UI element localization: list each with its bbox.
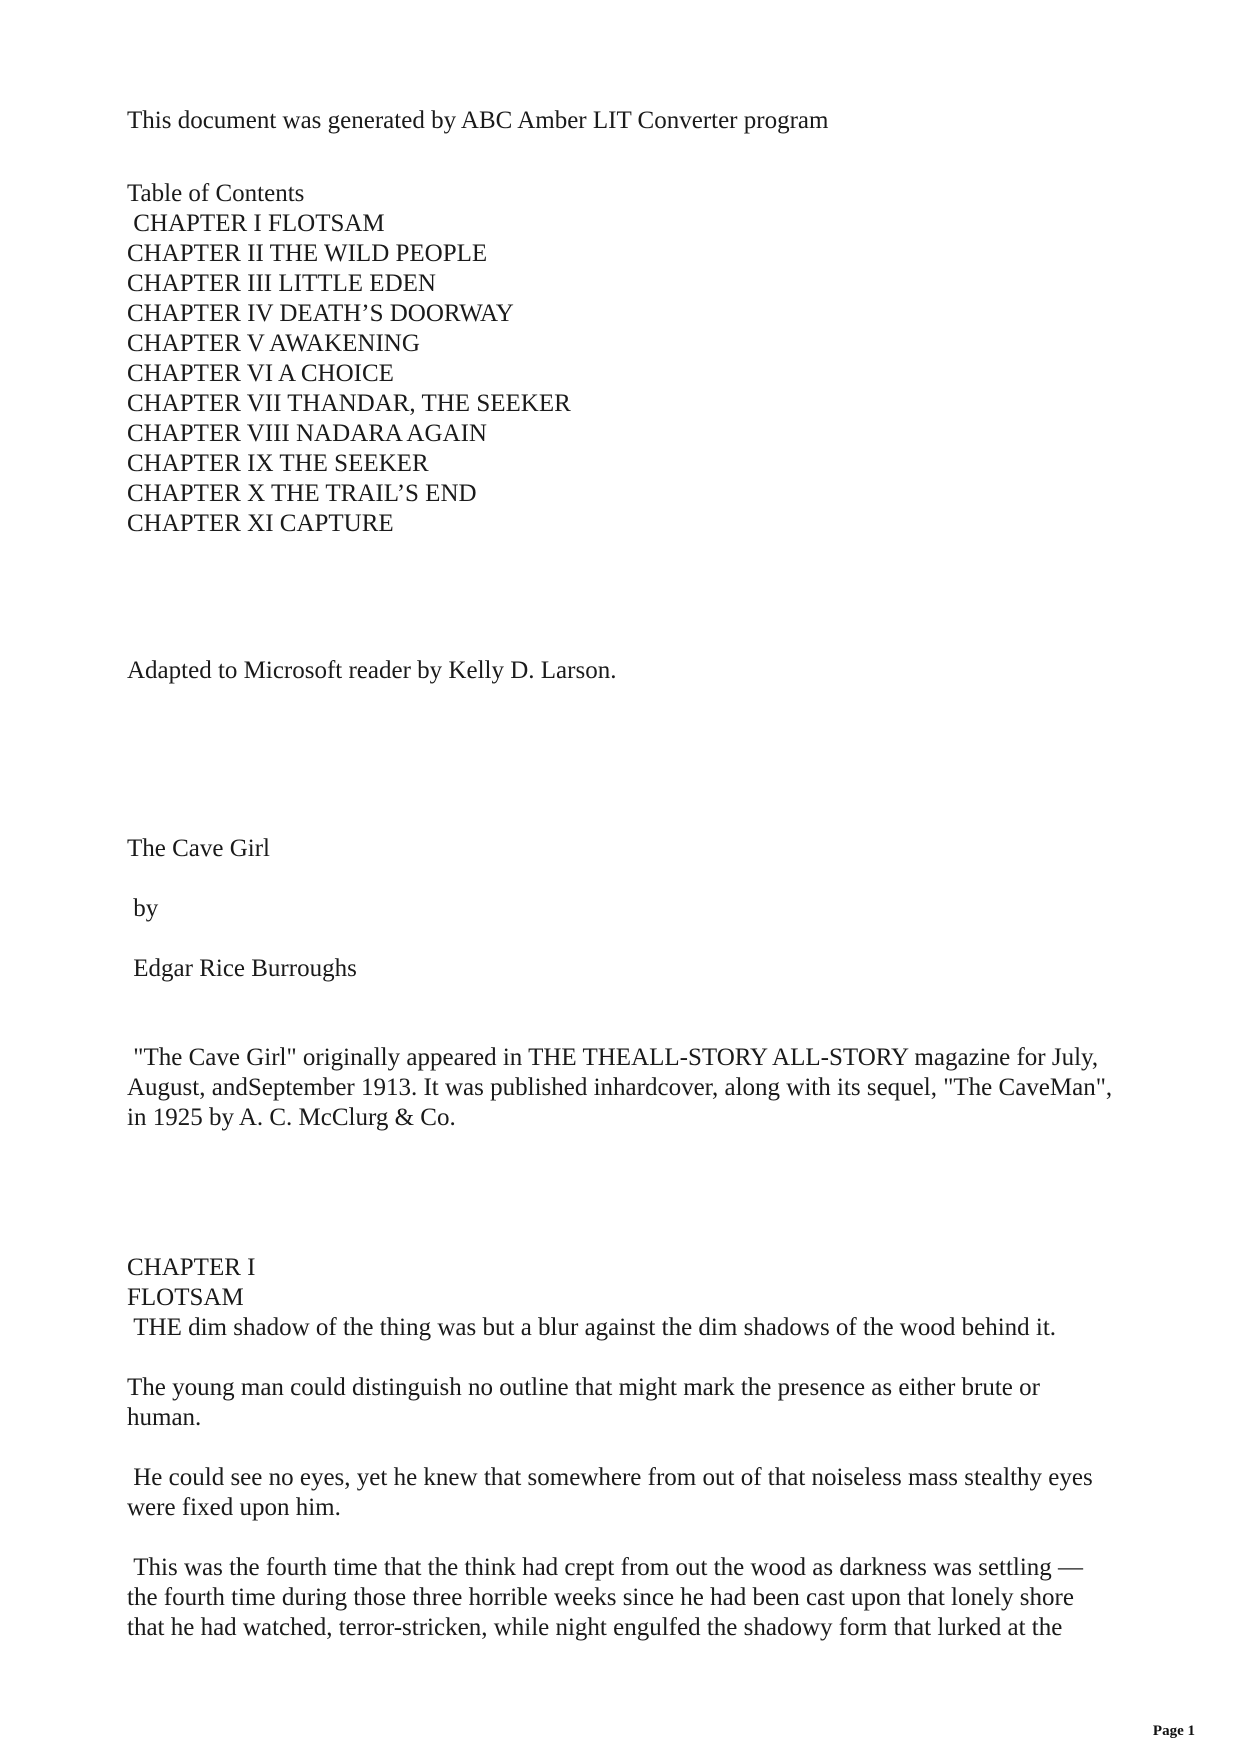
toc-item-6[interactable]: CHAPTER VI A CHOICE <box>127 360 394 387</box>
chapter-paragraph-3: He could see no eyes, yet he knew that somewhere from out of that noiseless mass stealthy eyes were fixed upon him. <box>127 1464 1099 1521</box>
toc-title: Table of Contents <box>127 180 305 207</box>
toc-item-10[interactable]: CHAPTER X THE TRAIL’S END <box>127 480 477 507</box>
author-name: Edgar Rice Burroughs <box>127 955 357 982</box>
toc-item-7[interactable]: CHAPTER VII THANDAR, THE SEEKER <box>127 390 571 417</box>
chapter-number: CHAPTER I <box>127 1254 256 1281</box>
toc-item-1[interactable]: CHAPTER I FLOTSAM <box>127 210 385 237</box>
toc-item-3[interactable]: CHAPTER III LITTLE EDEN <box>127 270 436 297</box>
book-title: The Cave Girl <box>127 835 271 862</box>
chapter-paragraph-1: THE dim shadow of the thing was but a blur against the dim shadows of the wood behind it. <box>127 1314 1057 1341</box>
toc-list <box>127 209 571 539</box>
chapter-paragraph-2: The young man could distinguish no outline that might mark the presence as either brute or human. <box>127 1374 1047 1431</box>
generator-note: This document was generated by ABC Amber LIT Converter program <box>127 107 829 134</box>
toc-item-2[interactable]: CHAPTER II THE WILD PEOPLE <box>127 240 488 267</box>
toc-item-5[interactable]: CHAPTER V AWAKENING <box>127 330 420 357</box>
toc-item-11[interactable]: CHAPTER XI CAPTURE <box>127 510 394 537</box>
byline-by: by <box>127 895 159 922</box>
toc-item-9[interactable]: CHAPTER IX THE SEEKER <box>127 450 429 477</box>
chapter-paragraph-4: This was the fourth time that the think had crept from out the wood as darkness was settling — the fourth time during those three horrible weeks since he had been cast upon that lonely shore that he had watched, terror-stricken, while night engulfed the shadowy form that lurked at the <box>127 1554 1090 1641</box>
page-number: Page 1 <box>1152 1723 1195 1739</box>
publication-note: "The Cave Girl" originally appeared in THE THEALL-STORY ALL-STORY magazine for July, August, andSeptember 1913. It was published inhardcover, along with its sequel, "The CaveMan", in 1925 by A. C. McClurg & Co. <box>127 1044 1119 1131</box>
document-page <box>127 0 1117 1755</box>
toc-item-8[interactable]: CHAPTER VIII NADARA AGAIN <box>127 420 487 447</box>
toc-item-4[interactable]: CHAPTER IV DEATH’S DOORWAY <box>127 300 514 327</box>
adapted-credit: Adapted to Microsoft reader by Kelly D. Larson. <box>127 657 617 684</box>
chapter-title: FLOTSAM <box>127 1284 244 1311</box>
